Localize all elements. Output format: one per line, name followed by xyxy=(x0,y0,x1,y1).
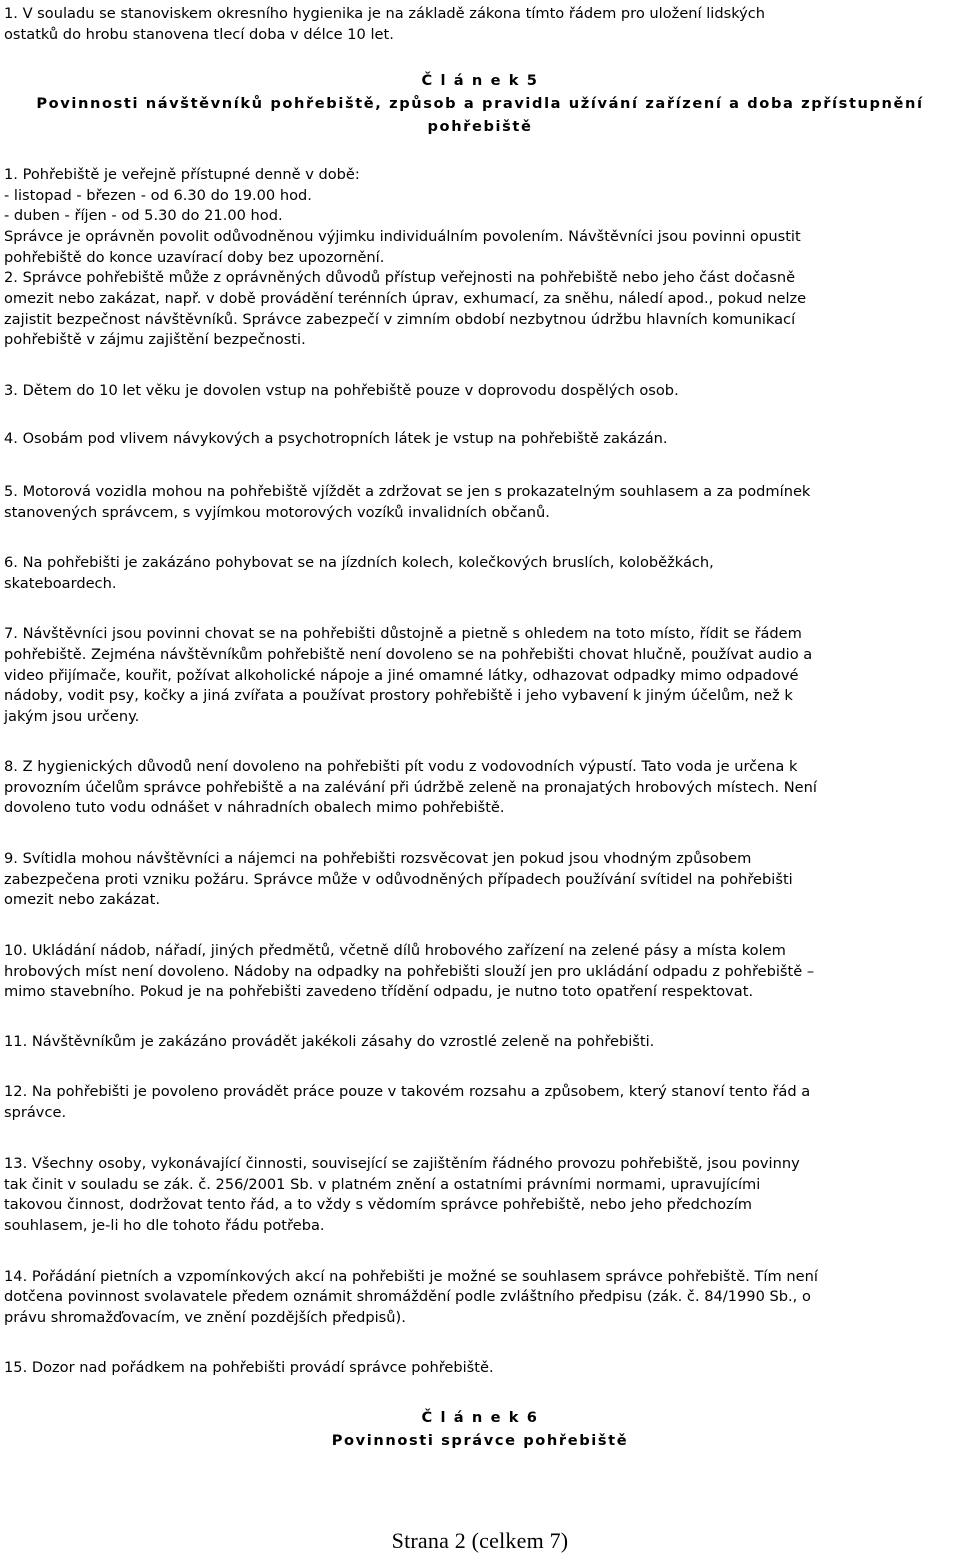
paragraph-line: hrobových míst není dovoleno. Nádoby na odpadky na pohřebišti slouží jen pro ukládání odpadu z pohřebiště – xyxy=(4,963,815,980)
page-number-footer: Strana 2 (celkem 7) xyxy=(391,1528,569,1553)
paragraph-line: pohřebiště do konce uzavírací doby bez upozornění. xyxy=(4,249,385,266)
paragraph-line: 1. Pohřebiště je veřejně přístupné denně v době: xyxy=(4,166,360,183)
paragraph-line: souhlasem, je-li ho dle tohoto řádu potřeba. xyxy=(4,1217,325,1234)
paragraph-line: 11. Návštěvníkům je zakázáno provádět jakékoli zásahy do vzrostlé zeleně na pohřebišti. xyxy=(4,1033,655,1050)
paragraph-line: tak činit v souladu se zák. č. 256/2001 Sb. v platném znění a ostatními právními normami, upravujícími xyxy=(4,1176,761,1193)
paragraph-line: 14. Pořádání pietních a vzpomínkových akcí na pohřebišti je možné se souhlasem správce pohřebiště. Tím není xyxy=(4,1268,818,1285)
article-5-subheading: Povinnosti návštěvníků pohřebiště, způsob a pravidla užívání zařízení a doba zpřístupnění xyxy=(36,95,924,112)
paragraph-line: 4. Osobám pod vlivem návykových a psychotropních látek je vstup na pohřebiště zakázán. xyxy=(4,430,668,447)
paragraph-line: video přijímače, kouřit, požívat alkoholické nápoje a jiné omamné látky, odhazovat odpadky mimo odpadové xyxy=(4,667,799,684)
paragraph-line: 2. Správce pohřebiště může z oprávněných důvodů přístup veřejnosti na pohřebiště nebo jeho část dočasně xyxy=(4,269,796,286)
paragraph-line: 3. Dětem do 10 let věku je dovolen vstup na pohřebiště pouze v doprovodu dospělých osob. xyxy=(4,382,679,399)
paragraph-line: provozním účelům správce pohřebiště a na zalévání při údržbě zeleně na pronajatých hrobových místech. Není xyxy=(4,779,817,796)
paragraph-line: správce. xyxy=(4,1104,67,1121)
paragraph-line: dotčena povinnost svolavatele předem oznámit shromáždění podle zvláštního předpisu (zák. č. 84/1990 Sb., o xyxy=(4,1288,811,1305)
paragraph-line: jakým jsou určeny. xyxy=(4,708,140,725)
paragraph-line: - listopad - březen - od 6.30 do 19.00 hod. xyxy=(4,187,312,204)
paragraph-line: dovoleno tuto vodu odnášet v náhradních obalech mimo pohřebiště. xyxy=(4,799,505,816)
paragraph-line: 8. Z hygienických důvodů není dovoleno na pohřebišti pít vodu z vodovodních výpustí. Tato voda je určena k xyxy=(4,758,798,775)
paragraph-line: omezit nebo zakázat, např. v době provádění terénních úprav, exhumací, za sněhu, náledí apod., pokud nelze xyxy=(4,290,807,307)
paragraph-line: skateboardech. xyxy=(4,575,117,592)
paragraph-line: 6. Na pohřebišti je zakázáno pohybovat se na jízdních kolech, kolečkových bruslích, koloběžkách, xyxy=(4,554,714,571)
paragraph-line: pohřebiště. Zejména návštěvníkům pohřebiště není dovoleno se na pohřebišti chovat hlučně, používat audio a xyxy=(4,646,813,663)
paragraph-line: - duben - říjen - od 5.30 do 21.00 hod. xyxy=(4,207,283,224)
paragraph-line: 7. Návštěvníci jsou povinni chovat se na pohřebišti důstojně a pietně s ohledem na toto místo, řídit se řádem xyxy=(4,625,802,642)
article-5-subheading: pohřebiště xyxy=(427,118,533,135)
paragraph-line: zajistit bezpečnost návštěvníků. Správce zabezpečí v zimním období nezbytnou údržbu hlavních komunikací xyxy=(4,311,796,328)
paragraph-line: 13. Všechny osoby, vykonávající činnosti, související se zajištěním řádného provozu pohřebiště, jsou povinny xyxy=(4,1155,800,1172)
paragraph-line: mimo stavebního. Pokud je na pohřebišti zavedeno třídění odpadu, je nutno toto opatření respektovat. xyxy=(4,983,754,1000)
paragraph-line: nádoby, vodit psy, kočky a jiná zvířata a používat prostory pohřebiště i jeho vybavení k jiným účelům, než k xyxy=(4,687,793,704)
paragraph-line: takovou činnost, dodržovat tento řád, a to vždy s vědomím správce pohřebiště, nebo jeho předchozím xyxy=(4,1196,752,1213)
paragraph-line: 10. Ukládání nádob, nářadí, jiných předmětů, včetně dílů hrobového zařízení na zelené pásy a místa kolem xyxy=(4,942,786,959)
paragraph-line: 15. Dozor nad pořádkem na pohřebišti provádí správce pohřebiště. xyxy=(4,1359,494,1376)
paragraph-line: zabezpečena proti vzniku požáru. Správce může v odůvodněných případech používání svítidel na pohřebišti xyxy=(4,871,793,888)
paragraph-line: ostatků do hrobu stanovena tlecí doba v délce 10 let. xyxy=(4,26,394,43)
article-6-heading: Č l á n e k 6 xyxy=(421,1409,539,1426)
paragraph-line: stanovených správcem, s vyjímkou motorových vozíků invalidních občanů. xyxy=(4,504,550,521)
article-6-subheading: Povinnosti správce pohřebiště xyxy=(331,1432,629,1449)
paragraph-line: právu shromažďovacím, ve znění pozdějších předpisů). xyxy=(4,1309,406,1326)
paragraph-line: Správce je oprávněn povolit odůvodněnou výjimku individuálním povolením. Návštěvníci jsou povinni opustit xyxy=(4,228,801,245)
paragraph-line: 5. Motorová vozidla mohou na pohřebiště vjíždět a zdržovat se jen s prokazatelným souhlasem a za podmínek xyxy=(4,483,811,500)
paragraph-line: 9. Svítidla mohou návštěvníci a nájemci na pohřebišti rozsvěcovat jen pokud jsou vhodným způsobem xyxy=(4,850,752,867)
paragraph-line: 1. V souladu se stanoviskem okresního hygienika je na základě zákona tímto řádem pro uložení lidských xyxy=(4,5,766,22)
paragraph-line: pohřebiště v zájmu zajištění bezpečnosti. xyxy=(4,331,306,348)
paragraph-line: 12. Na pohřebišti je povoleno provádět práce pouze v takovém rozsahu a způsobem, který stanoví tento řád a xyxy=(4,1083,811,1100)
paragraph-line: omezit nebo zakázat. xyxy=(4,891,160,908)
article-5-heading: Č l á n e k 5 xyxy=(421,72,539,89)
